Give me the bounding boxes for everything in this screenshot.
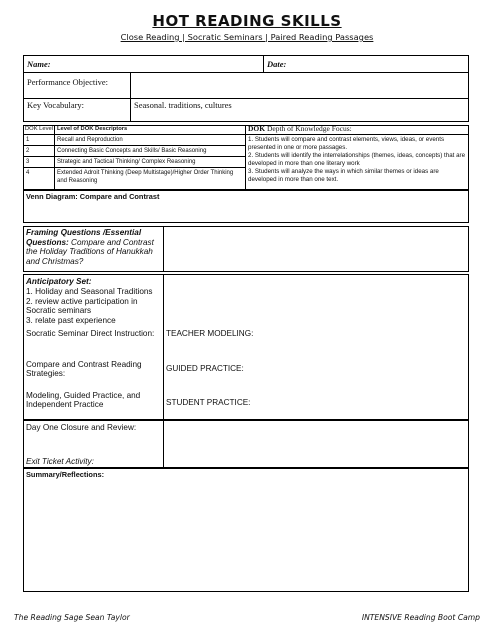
vocab-label: Key Vocabulary: [27, 100, 85, 110]
anticipatory-heading: Anticipatory Set: [26, 277, 92, 286]
framing-body: Compare and Contrast the Holiday Traditions of Hanukkah and Christmas? [26, 237, 154, 267]
anticipatory-list [26, 287, 162, 326]
teacher-modeling-label: TEACHER MODELING: [166, 329, 254, 338]
summary-label: Summary/Reflections: [26, 470, 105, 479]
exit-ticket-label: Exit Ticket Activity: [26, 457, 94, 466]
footer-right: INTENSIVE Reading Boot Camp [361, 613, 480, 622]
objective-label: Performance Objective: [27, 77, 108, 87]
page-subtitle: Close Reading | Socratic Seminars | Paired Reading Passages [120, 32, 374, 42]
dok-focus-3: 3. Students will analyze the ways in which similar themes or ideas are developed in more than one text. [248, 167, 439, 183]
instruction-left-3: Modeling, Guided Practice, and Independent Practice [26, 391, 141, 410]
summary-box [23, 468, 469, 592]
venn-label: Venn Diagram: Compare and Contrast [26, 192, 160, 201]
dok-row-line-1 [23, 134, 246, 135]
vocab-divider [130, 98, 131, 122]
guided-practice-label: GUIDED PRACTICE: [166, 364, 244, 373]
vocab-row [23, 98, 469, 122]
name-label: Name: [27, 59, 51, 69]
framing-heading: Framing Questions /Essential Questions: [26, 228, 142, 247]
dok-descriptor-2: Connecting Basic Concepts and Skills/ Basic Reasoning [57, 148, 207, 154]
dok-header-line-right [245, 134, 469, 135]
dok-level-4: 4 [26, 170, 30, 176]
vocab-value: Seasonal. traditions, cultures [134, 100, 232, 110]
student-practice-label: STUDENT PRACTICE: [166, 398, 251, 407]
dok-level-3: 3 [26, 159, 30, 165]
anticipatory-item-3: 3. relate past experience [26, 316, 116, 326]
dok-focus-list [248, 136, 468, 184]
page-title: HOT READING SKILLS [152, 12, 342, 30]
dok-descriptor-4: Extended Adroit Thinking (Deep Multistage)/Higher Order Thinking and Reasoning [57, 170, 234, 185]
dok-level-1: 1 [26, 137, 30, 143]
dok-row-line-2 [23, 145, 246, 146]
dok-depth-header [248, 125, 352, 134]
dok-focus-2: 2. Students will identify the interrelationships (themes, ideas, concepts) that are developed in more than one literary work [248, 151, 466, 167]
instruction-left-2: Compare and Contrast Reading Strategies: [26, 360, 142, 379]
dok-row-line-4 [23, 167, 246, 168]
anticipatory-item-1: 1. Holiday and Seasonal Traditions [26, 287, 153, 296]
date-label: Date: [267, 59, 287, 69]
dok-descriptor-header: Level of DOK Descriptors [57, 126, 128, 132]
objective-divider [130, 72, 131, 99]
footer-left: The Reading Sage Sean Taylor [14, 613, 130, 622]
dok-level-2: 2 [26, 148, 30, 154]
closure-label: Day One Closure and Review: [26, 423, 137, 432]
dok-descriptor-1: Recall and Reproduction [57, 137, 123, 143]
anticipatory-item-2: 2. review active participation in Socratic seminars [26, 296, 138, 316]
dok-level-header: DOK Level [25, 126, 54, 132]
dok-depth-header-rest: Depth of Knowledge Focus: [265, 124, 352, 133]
instruction-left-1: Socratic Seminar Direct Instruction: [26, 329, 155, 338]
dok-descriptor-3: Strategic and Tactical Thinking/ Complex Reasoning [57, 159, 196, 165]
date-cell [263, 55, 469, 73]
framing-divider [163, 226, 164, 272]
closure-divider [163, 420, 164, 468]
lesson-divider [163, 274, 164, 420]
dok-focus-1: 1. Students will compare and contrast elements, views, ideas, or events presented in one or more passages. [248, 136, 445, 151]
dok-depth-header-bold: DOK [248, 124, 266, 133]
dok-row-line-3 [23, 156, 246, 157]
framing-text [26, 228, 160, 267]
